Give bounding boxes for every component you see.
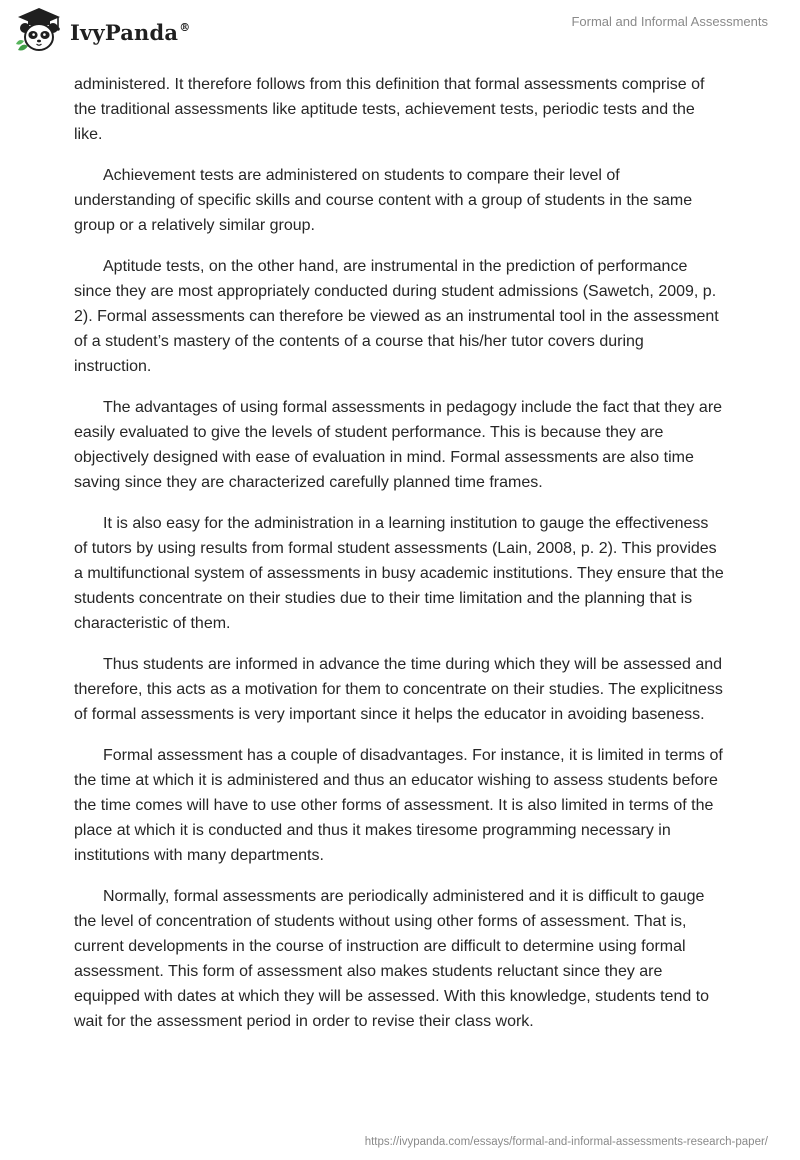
paragraph: Normally, formal assessments are periodically administered and it is difficult to gauge the level of concentration of students without using other forms of assessment. That is, current developments in the course of instruction are difficult to determine using formal assessment. This form of assessment also makes students reluctant since they are equipped with dates at which they will be assessed. With this knowledge, students tend to wait for the assessment period in order to revise their class work. [74, 888, 710, 1030]
paragraph: Thus students are informed in advance the time during which they will be assessed and therefore, this acts as a motivation for them to concentrate on their studies. The explicitness of formal assessments is very important since it helps the educator in avoiding baseness. [74, 656, 723, 723]
document-title: Formal and Informal Assessments [571, 14, 768, 29]
paragraph: administered. It therefore follows from this definition that formal assessments comprise of the traditional assessments like aptitude tests, achievement tests, periodic tests and the like. [74, 76, 705, 143]
paragraph: Achievement tests are administered on students to compare their level of understanding of specific skills and course content with a group of students in the same group or a relatively similar group. [74, 167, 693, 234]
paragraph: It is also easy for the administration in a learning institution to gauge the effectiveness of tutors by using results from formal student assessments (Lain, 2008, p. 2). This provides a multifunctional system of assessments in busy academic institutions. They ensure that the students concentrate on their studies due to their time limitation and the planning that is characteristic of them. [74, 515, 724, 632]
ivypanda-logo[interactable] [14, 6, 190, 54]
essay-body [74, 72, 724, 1050]
paragraph: Formal assessment has a couple of disadvantages. For instance, it is limited in terms of the time at which it is administered and thus an educator wishing to assess students before the time comes will have to use other forms of assessment. It is also limited in terms of the place at which it is conducted and thus it makes tiresome programming necessary in institutions with many departments. [74, 747, 723, 864]
panda-graduate-icon [14, 6, 64, 54]
registered-mark: ® [179, 20, 191, 34]
page-header [0, 0, 800, 60]
brand-name [70, 20, 190, 45]
source-url[interactable]: https://ivypanda.com/essays/formal-and-informal-assessments-research-paper/ [364, 1136, 768, 1148]
paragraph: The advantages of using formal assessments in pedagogy include the fact that they are easily evaluated to give the levels of student performance. This is because they are objectively designed with ease of evaluation in mind. Formal assessments are also time saving since they are characterized carefully planned time frames. [74, 399, 723, 491]
paragraph: Aptitude tests, on the other hand, are instrumental in the prediction of performance since they are most appropriately conducted during student admissions (Sawetch, 2009, p. 2). Formal assessments can therefore be viewed as an instrumental tool in the assessment of a student’s mastery of the contents of a course that his/her tutor covers during instruction. [74, 258, 719, 375]
brand-name-text: IvyPanda [70, 19, 179, 45]
